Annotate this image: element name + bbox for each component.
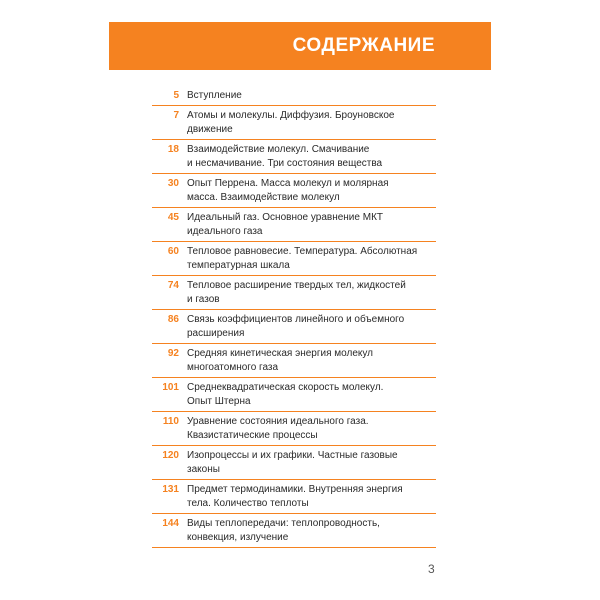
toc-entry-title	[187, 211, 436, 239]
toc-entry-line: температурная шкала	[187, 260, 290, 271]
header-banner	[109, 22, 491, 70]
toc-entry[interactable]	[152, 208, 436, 242]
toc-entry-line: Виды теплопередачи: теплопроводность,	[187, 518, 380, 529]
toc-entry-title	[187, 517, 436, 545]
toc-page-number: 144	[162, 518, 179, 529]
toc-page-number: 45	[167, 212, 179, 223]
toc-entry-title	[187, 245, 436, 273]
toc-page-number: 101	[162, 382, 179, 393]
toc-page-number: 30	[167, 178, 179, 189]
toc-entry-line: Опыт Перрена. Масса молекул и молярная	[187, 178, 389, 189]
toc-entry-line: Идеальный газ. Основное уравнение МКТ	[187, 212, 384, 223]
toc-entry[interactable]	[152, 276, 436, 310]
toc-entry-line: расширения	[187, 328, 245, 339]
table-of-contents	[152, 86, 436, 548]
toc-page-number: 120	[162, 450, 179, 461]
toc-entry-title	[187, 279, 436, 307]
toc-entry-line: идеального газа	[187, 226, 263, 237]
toc-entry[interactable]	[152, 174, 436, 208]
toc-entry[interactable]	[152, 514, 436, 548]
toc-page-number: 110	[162, 416, 179, 427]
toc-entry[interactable]	[152, 480, 436, 514]
toc-entry[interactable]	[152, 140, 436, 174]
toc-entry[interactable]	[152, 378, 436, 412]
toc-entry-line: конвекция, излучение	[187, 532, 289, 543]
toc-entry-line: многоатомного газа	[187, 362, 279, 373]
toc-entry-title	[187, 449, 436, 477]
toc-entry-line: Вступление	[187, 90, 242, 101]
page-number: 3	[428, 562, 435, 576]
toc-entry[interactable]	[152, 446, 436, 480]
toc-entry-title	[187, 109, 436, 137]
toc-entry-line: и газов	[187, 294, 220, 305]
toc-entry[interactable]	[152, 86, 436, 106]
toc-entry-line: Связь коэффициентов линейного и объемного	[187, 314, 405, 325]
toc-entry-line: Предмет термодинамики. Внутренняя энергия	[187, 484, 403, 495]
toc-entry-line: Квазистатические процессы	[187, 430, 318, 441]
toc-entry-title	[187, 177, 436, 205]
toc-entry[interactable]	[152, 242, 436, 276]
toc-entry[interactable]	[152, 344, 436, 378]
toc-entry-title	[187, 143, 436, 171]
toc-page-number: 60	[167, 246, 179, 257]
toc-entry-title	[187, 313, 436, 341]
toc-entry-title	[187, 415, 436, 443]
toc-entry-line: масса. Взаимодействие молекул	[187, 192, 340, 203]
toc-entry[interactable]	[152, 310, 436, 344]
toc-entry-line: законы	[187, 464, 220, 475]
toc-page-number: 5	[173, 90, 179, 101]
toc-page-number: 74	[167, 280, 179, 291]
toc-entry-title	[187, 347, 436, 375]
toc-page-number: 18	[167, 144, 179, 155]
toc-entry[interactable]	[152, 412, 436, 446]
toc-entry-line: Средняя кинетическая энергия молекул	[187, 348, 373, 359]
toc-page-number: 86	[167, 314, 179, 325]
toc-entry-line: и несмачивание. Три состояния вещества	[187, 158, 383, 169]
toc-entry-line: тела. Количество теплоты	[187, 498, 309, 509]
toc-entry-line: Тепловое равновесие. Температура. Абсолютная	[187, 246, 418, 257]
toc-page-number: 92	[167, 348, 179, 359]
toc-entry-line: Тепловое расширение твердых тел, жидкостей	[187, 280, 406, 291]
toc-entry-line: Уравнение состояния идеального газа.	[187, 416, 369, 427]
toc-entry-line: Изопроцессы и их графики. Частные газовые	[187, 450, 398, 461]
toc-page-number: 7	[173, 110, 179, 121]
toc-entry[interactable]	[152, 106, 436, 140]
toc-entry-line: Среднеквадратическая скорость молекул.	[187, 382, 384, 393]
toc-entry-line: Взаимодействие молекул. Смачивание	[187, 144, 370, 155]
toc-entry-title	[187, 89, 436, 103]
toc-entry-title	[187, 381, 436, 409]
toc-entry-line: движение	[187, 124, 233, 135]
toc-entry-title	[187, 483, 436, 511]
toc-entry-line: Атомы и молекулы. Диффузия. Броуновское	[187, 110, 395, 121]
toc-page-number: 131	[162, 484, 179, 495]
toc-entry-line: Опыт Штерна	[187, 396, 251, 407]
page-title: СОДЕРЖАНИЕ	[292, 35, 435, 56]
